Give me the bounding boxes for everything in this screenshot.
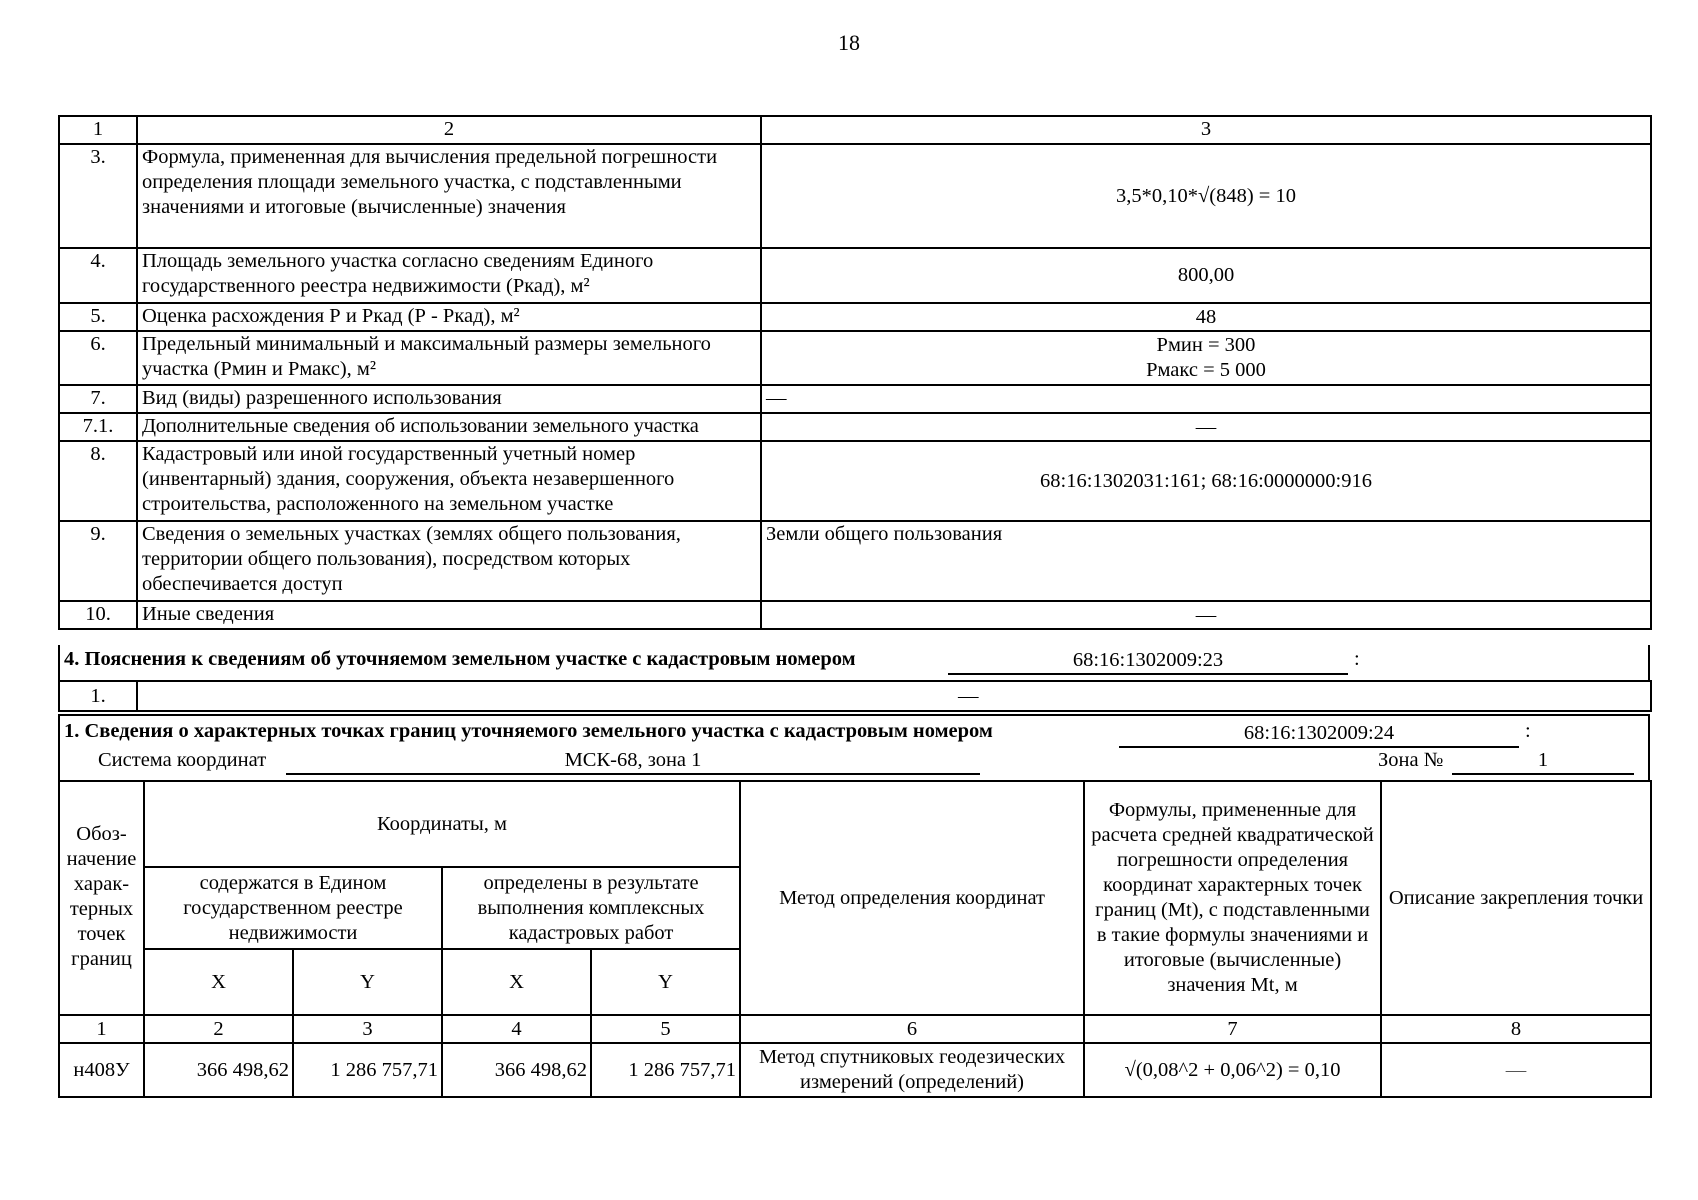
zone-value: 1 xyxy=(1452,747,1634,775)
section1-cadastral-number: 68:16:1302009:24 xyxy=(1119,720,1519,748)
row-number: 1. xyxy=(59,681,137,711)
section4-table xyxy=(58,680,1652,712)
y-egrn: 1 286 757,71 xyxy=(293,1043,442,1097)
table-row xyxy=(59,331,1651,385)
section4-header xyxy=(58,645,1650,681)
column-number: 8 xyxy=(1381,1015,1651,1043)
x-header: X xyxy=(144,949,293,1015)
table-row xyxy=(59,385,1651,413)
point-designation-header: Обоз-начение харак-терных точек границ xyxy=(59,781,144,1015)
min-area-value: Рмин = 300 xyxy=(1156,334,1256,356)
row-number: 3. xyxy=(59,144,137,248)
x-egrn: 366 498,62 xyxy=(144,1043,293,1097)
y-header: Y xyxy=(293,949,442,1015)
column-number: 4 xyxy=(442,1015,591,1043)
row-description: Формула, примененная для вычисления предельной погрешности определения площади земельного участка, с подставленными значениями и итоговые (вычисленные) значения xyxy=(137,144,761,248)
column-number-row xyxy=(59,1015,1651,1043)
x-header: X xyxy=(442,949,591,1015)
row-value: Земли общего пользования xyxy=(761,521,1651,601)
table-row xyxy=(59,144,1651,248)
row-value: 800,00 xyxy=(761,248,1651,303)
description-value: — xyxy=(1381,1043,1651,1097)
coord-system-label: Система координат xyxy=(98,749,267,771)
row-number: 8. xyxy=(59,441,137,521)
row-number: 6. xyxy=(59,331,137,385)
table-row xyxy=(59,413,1651,441)
row-description: Площадь земельного участка согласно сведениям Единого государственного реестра недвижимости (Ркад), м² xyxy=(137,248,761,303)
x-kkr: 366 498,62 xyxy=(442,1043,591,1097)
column-number: 3 xyxy=(293,1015,442,1043)
row-number: 5. xyxy=(59,303,137,331)
row-value: 3,5*0,10*√(848) = 10 xyxy=(761,144,1651,248)
section4-title: 4. Пояснения к сведениям об уточняемом земельном участке с кадастровым номером xyxy=(64,648,856,670)
row-description: Оценка расхождения Р и Ркад (Р - Ркад), м² xyxy=(137,303,761,331)
page-number: 18 xyxy=(838,30,860,55)
column-number: 6 xyxy=(740,1015,1084,1043)
row-value: 68:16:1302031:161; 68:16:0000000:916 xyxy=(761,441,1651,521)
row-value: — xyxy=(137,681,1651,711)
column-number: 2 xyxy=(144,1015,293,1043)
row-number: 4. xyxy=(59,248,137,303)
kkr-coords-header: определены в результате выполнения комплексных кадастровых работ xyxy=(442,867,740,949)
table-row xyxy=(59,681,1651,711)
row-value: 48 xyxy=(761,303,1651,331)
row-description: Сведения о земельных участках (землях общего пользования, территории общего пользования), посредством которых обеспечивается доступ xyxy=(137,521,761,601)
row-value xyxy=(761,331,1651,385)
formula-value: √(0,08^2 + 0,06^2) = 0,10 xyxy=(1084,1043,1381,1097)
header-cell: 2 xyxy=(137,116,761,144)
row-number: 9. xyxy=(59,521,137,601)
section4-cadastral-number: 68:16:1302009:23 xyxy=(948,647,1348,675)
coordinates-header: Координаты, м xyxy=(144,781,740,867)
y-kkr: 1 286 757,71 xyxy=(591,1043,740,1097)
coord-system-value: МСК-68, зона 1 xyxy=(286,747,980,775)
point-designation: н408У xyxy=(59,1043,144,1097)
description-header: Описание закрепления точки xyxy=(1381,781,1651,1015)
formula-header: Формулы, примененные для расчета средней квадратической погрешности определения координат характерных точек границ (Mt), с подставленными в такие формулы значениями и итоговые (вычисленные) значения Mt, м xyxy=(1084,781,1381,1015)
table-row xyxy=(59,521,1651,601)
header-row xyxy=(59,781,1651,867)
y-header: Y xyxy=(591,949,740,1015)
row-description: Кадастровый или иной государственный учетный номер (инвентарный) здания, сооружения, объекта незавершенного строительства, расположенного на земельном участке xyxy=(137,441,761,521)
row-number: 7. xyxy=(59,385,137,413)
section1-title: 1. Сведения о характерных точках границ уточняемого земельного участка с кадастровым номером xyxy=(64,720,993,742)
row-number: 7.1. xyxy=(59,413,137,441)
table-row xyxy=(59,441,1651,521)
max-area-value: Рмакс = 5 000 xyxy=(1146,359,1266,381)
boundary-points-table xyxy=(58,780,1652,1098)
row-value: — xyxy=(761,385,1651,413)
column-number: 5 xyxy=(591,1015,740,1043)
row-description: Предельный минимальный и максимальный размеры земельного участка (Рмин и Рмакс), м² xyxy=(137,331,761,385)
row-value: — xyxy=(761,601,1651,629)
column-number: 1 xyxy=(59,1015,144,1043)
egrn-coords-header: содержатся в Едином государственном реестре недвижимости xyxy=(144,867,442,949)
method-value: Метод спутниковых геодезических измерений (определений) xyxy=(740,1043,1084,1097)
header-cell: 1 xyxy=(59,116,137,144)
header-cell: 3 xyxy=(761,116,1651,144)
parcel-info-table xyxy=(58,115,1652,630)
row-description: Вид (виды) разрешенного использования xyxy=(137,385,761,413)
section1-header xyxy=(58,714,1650,780)
row-description: Иные сведения xyxy=(137,601,761,629)
method-header: Метод определения координат xyxy=(740,781,1084,1015)
row-number: 10. xyxy=(59,601,137,629)
table-header-row xyxy=(59,116,1651,144)
table-row xyxy=(59,601,1651,629)
section4-colon: : xyxy=(1354,648,1360,670)
table-row xyxy=(59,303,1651,331)
table-row xyxy=(59,248,1651,303)
row-value: — xyxy=(761,413,1651,441)
table-row xyxy=(59,1043,1651,1097)
row-description: Дополнительные сведения об использовании земельного участка xyxy=(137,413,761,441)
zone-label: Зона № xyxy=(1378,749,1444,771)
section1-colon: : xyxy=(1525,720,1531,742)
column-number: 7 xyxy=(1084,1015,1381,1043)
